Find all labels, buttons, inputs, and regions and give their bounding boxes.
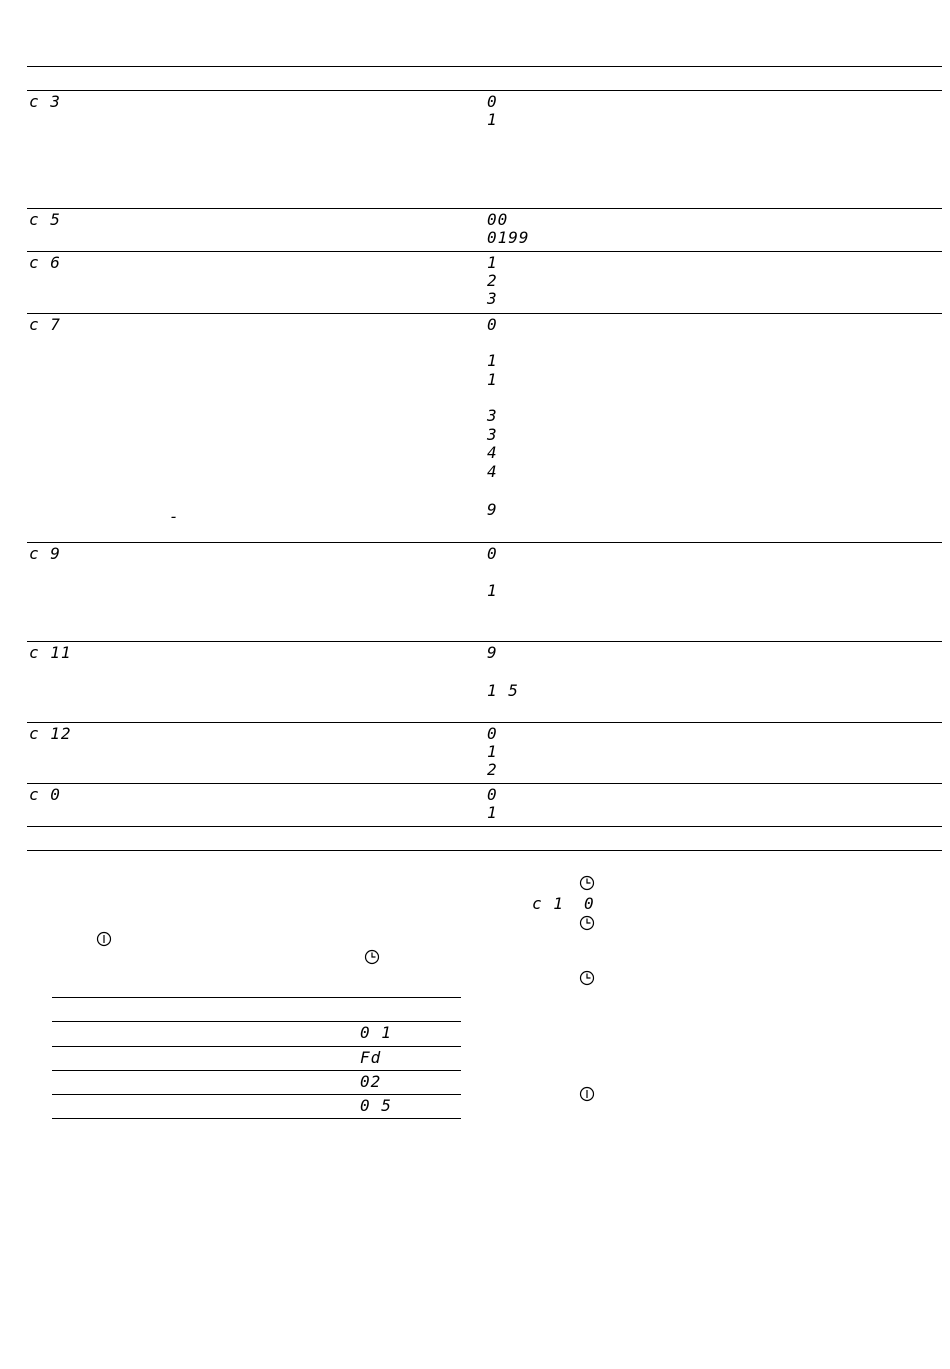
setting-value: 4 [487, 443, 498, 462]
reset-table-rule [52, 1021, 461, 1022]
clock-icon [578, 914, 596, 932]
setting-value: 0199 [487, 228, 530, 247]
setting-value: 2 [487, 271, 498, 290]
setting-value: 3 [487, 406, 498, 425]
setting-code: c 9 [29, 544, 61, 563]
row-divider [27, 208, 942, 209]
setting-values [487, 786, 498, 822]
reset-value: Fd [360, 1048, 382, 1067]
setting-value: 4 [487, 462, 498, 481]
setting-code: c 3 [29, 92, 61, 111]
reset-table-rule [52, 997, 461, 998]
row-divider [27, 542, 942, 543]
row-divider [27, 641, 942, 642]
setting-value: 0 [487, 785, 498, 804]
reset-table-rule [52, 1046, 461, 1047]
setting-value: 1 [487, 803, 498, 822]
table-bottom-rule [27, 826, 942, 827]
setting-code: c 11 [29, 643, 72, 662]
reset-value: 02 [360, 1072, 382, 1091]
setting-code: c 6 [29, 253, 61, 272]
step-code: c 1 [532, 894, 564, 913]
setting-value: 3 [487, 289, 498, 308]
row-divider [27, 783, 942, 784]
row-divider [27, 251, 942, 252]
setting-values [487, 254, 498, 308]
dash-mark: - [169, 507, 180, 526]
setting-value: 00 [487, 210, 509, 229]
setting-value: 9 [487, 643, 498, 662]
setting-values [487, 725, 498, 779]
reset-table-rule [52, 1094, 461, 1095]
setting-value: 0 [487, 724, 498, 743]
power-icon [578, 1085, 596, 1103]
step-value: 0 [584, 894, 595, 913]
reset-table-rule [52, 1070, 461, 1071]
power-icon [95, 930, 113, 948]
clock-icon [578, 874, 596, 892]
reset-value: 0 5 [360, 1096, 392, 1115]
setting-code: c 12 [29, 724, 72, 743]
setting-value: 0 [487, 544, 498, 563]
row-divider [27, 722, 942, 723]
setting-value: 9 [487, 500, 498, 519]
clock-icon [363, 948, 381, 966]
reset-table-rule [52, 1118, 461, 1119]
setting-value: 1 [487, 742, 498, 761]
setting-code: c 7 [29, 315, 61, 334]
setting-value: 1 [487, 370, 498, 389]
setting-value: 3 [487, 425, 498, 444]
setting-value: 2 [487, 760, 498, 779]
setting-code: c 5 [29, 210, 61, 229]
section-rule [27, 850, 942, 851]
setting-value: 1 [487, 351, 498, 370]
setting-value: 1 5 [487, 681, 519, 700]
row-divider [27, 313, 942, 314]
clock-icon [578, 969, 596, 987]
setting-code: c 0 [29, 785, 61, 804]
setting-value: 0 [487, 315, 498, 334]
setting-values [487, 211, 530, 247]
table-header-rule [27, 90, 942, 91]
setting-value: 1 [487, 253, 498, 272]
setting-value: 1 [487, 110, 498, 129]
table-top-rule [27, 66, 942, 67]
setting-values [487, 93, 498, 129]
setting-value: 1 [487, 581, 498, 600]
reset-value: 0 1 [360, 1023, 392, 1042]
setting-value: 0 [487, 92, 498, 111]
